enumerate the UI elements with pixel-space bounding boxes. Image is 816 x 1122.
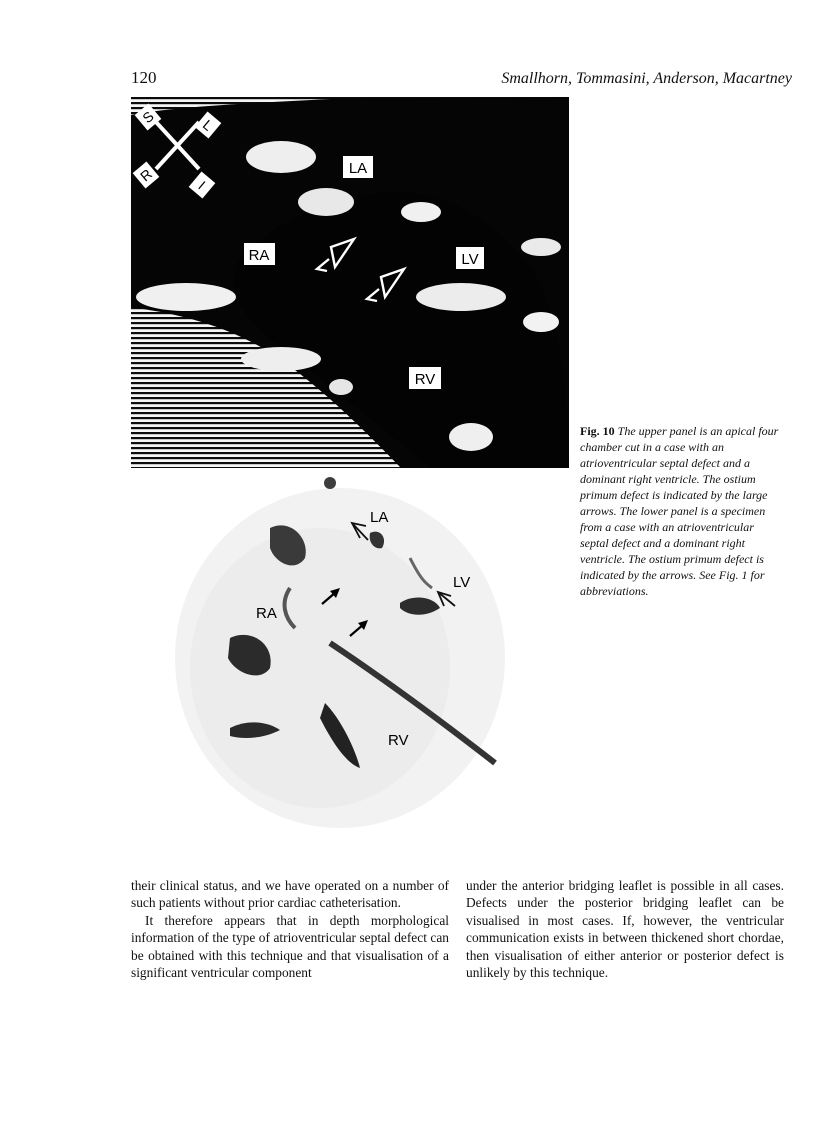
svg-text:RV: RV — [414, 371, 436, 388]
svg-text:I: I — [195, 177, 209, 193]
echocardiogram-panel — [131, 97, 569, 468]
figure-caption — [580, 423, 785, 599]
running-head-authors: Smallhorn, Tommasini, Anderson, Macartney — [501, 70, 792, 87]
specimen-label-rv: RV — [388, 732, 409, 749]
body-paragraph: under the anterior bridging leaflet is possible in all cases. Defects under the posterior bridging leaflet can be visualised in most cases. If, however, the ventricular communication exists in between thickened short chordae, then visualisation of either anterior or posterior defect is unlikely by this technique. — [466, 878, 784, 981]
specimen-label-lv: LV — [453, 574, 471, 591]
figure-caption-text: The upper panel is an apical four chamber cut in a case with an atrioventricular septal defect and a dominant right ventricle. The ostium primum defect is indicated by the large arrows. The lower panel is a specimen from a case with an atrioventricular septal defect and a dominant right ventricle. The ostium primum defect is indicated by the arrows. See Fig. 1 for abbreviations. — [580, 424, 779, 598]
specimen-label-ra: RA — [256, 605, 277, 622]
specimen-label-la: LA — [370, 509, 389, 526]
svg-text:LA: LA — [348, 160, 368, 177]
svg-text:R: R — [136, 165, 156, 185]
body-paragraph: their clinical status, and we have operated on a number of such patients without prior cardiac catheterisation. — [131, 878, 449, 911]
page-number: 120 — [131, 68, 157, 87]
echo-label-rv — [409, 367, 441, 389]
svg-text:L: L — [199, 116, 217, 134]
svg-text:LV: LV — [461, 251, 479, 268]
body-column-left — [131, 877, 449, 981]
figure-caption-label: Fig. 10 — [580, 424, 615, 438]
body-paragraph: It therefore appears that in depth morphological information of the type of atrioventricular septal defect can be obtained with this technique and that visualisation of a significant ventricular component — [131, 912, 449, 981]
body-column-right — [466, 877, 784, 981]
svg-text:S: S — [139, 107, 157, 127]
echo-label-ra — [244, 243, 275, 265]
specimen-panel — [170, 468, 530, 848]
echo-label-la — [343, 156, 373, 178]
svg-text:RA: RA — [248, 247, 270, 264]
echo-label-lv — [456, 247, 484, 269]
